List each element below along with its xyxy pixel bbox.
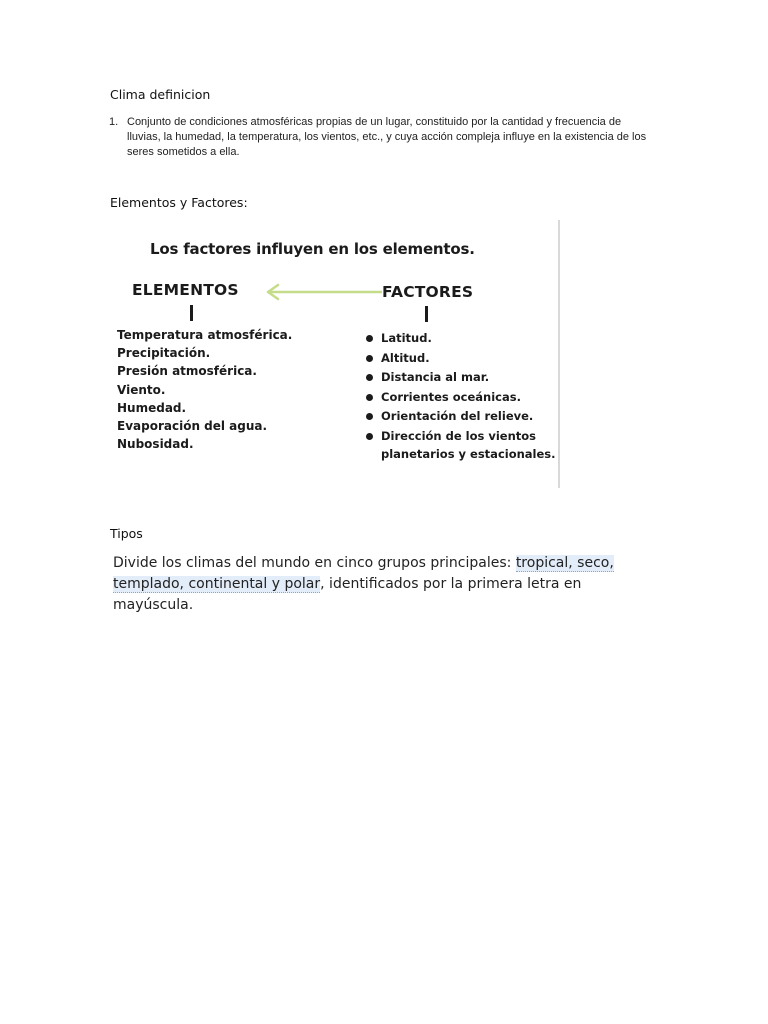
list-item — [366, 329, 558, 349]
list-item — [366, 427, 558, 465]
definition-text: Conjunto de condiciones atmosféricas propias de un lugar, constituido por la cantidad y frecuencia de lluvias, la humedad, la temperatura, los vientos, etc., y cuya acción compleja influye en la existencia de los seres sometidos a ella. — [127, 116, 647, 158]
factor-label: Distancia al mar. — [381, 370, 490, 384]
list-item: Nubosidad. — [117, 437, 194, 452]
factor-label: Latitud. — [381, 331, 432, 345]
list-item: Presión atmosférica. — [117, 364, 257, 379]
list-item: Temperatura atmosférica. — [117, 328, 293, 342]
elementos-header: ELEMENTOS — [132, 281, 239, 299]
list-item — [366, 388, 558, 408]
factores-list — [366, 329, 558, 465]
definition-block — [109, 115, 654, 160]
list-number: 1. — [109, 116, 119, 128]
heading-tipos: Tipos — [110, 526, 143, 541]
list-item: Humedad. — [117, 400, 187, 415]
bullet-icon — [366, 433, 373, 440]
elements-factors-diagram — [110, 220, 560, 488]
bullet-icon — [366, 335, 373, 342]
list-item — [366, 368, 558, 388]
factores-header: FACTORES — [382, 283, 474, 301]
bullet-icon — [366, 355, 373, 362]
factor-label: Dirección de los vientos planetarios y estacionales. — [381, 428, 556, 461]
diagram-title: Los factores influyen en los elementos. — [150, 240, 475, 258]
arrow-left-icon — [258, 282, 383, 302]
list-item: Precipitación. — [117, 346, 211, 361]
factor-label: Altitud. — [381, 350, 430, 365]
factores-divider — [425, 306, 428, 322]
tipos-text-before: Divide los climas del mundo en cinco grupos principales: — [113, 555, 516, 571]
tipos-paragraph — [113, 553, 633, 616]
factor-label: Orientación del relieve. — [381, 409, 534, 423]
list-item — [366, 407, 558, 427]
list-item: Evaporación del agua. — [117, 418, 268, 433]
elementos-list — [117, 326, 292, 453]
heading-elementos-factores: Elementos y Factores: — [110, 195, 248, 210]
bullet-icon — [366, 374, 373, 381]
list-item: Viento. — [117, 382, 166, 397]
elementos-divider — [190, 305, 193, 321]
bullet-icon — [366, 394, 373, 401]
bullet-icon — [366, 413, 373, 420]
factor-label: Corrientes oceánicas. — [381, 389, 521, 404]
list-item — [366, 349, 558, 369]
tipos-text-after: , identificados por la primera letra en mayúscula. — [113, 576, 582, 613]
heading-clima-definicion: Clima definicion — [110, 87, 211, 102]
tipos-highlighted-text: tropical, seco, templado, continental y polar — [113, 555, 614, 592]
